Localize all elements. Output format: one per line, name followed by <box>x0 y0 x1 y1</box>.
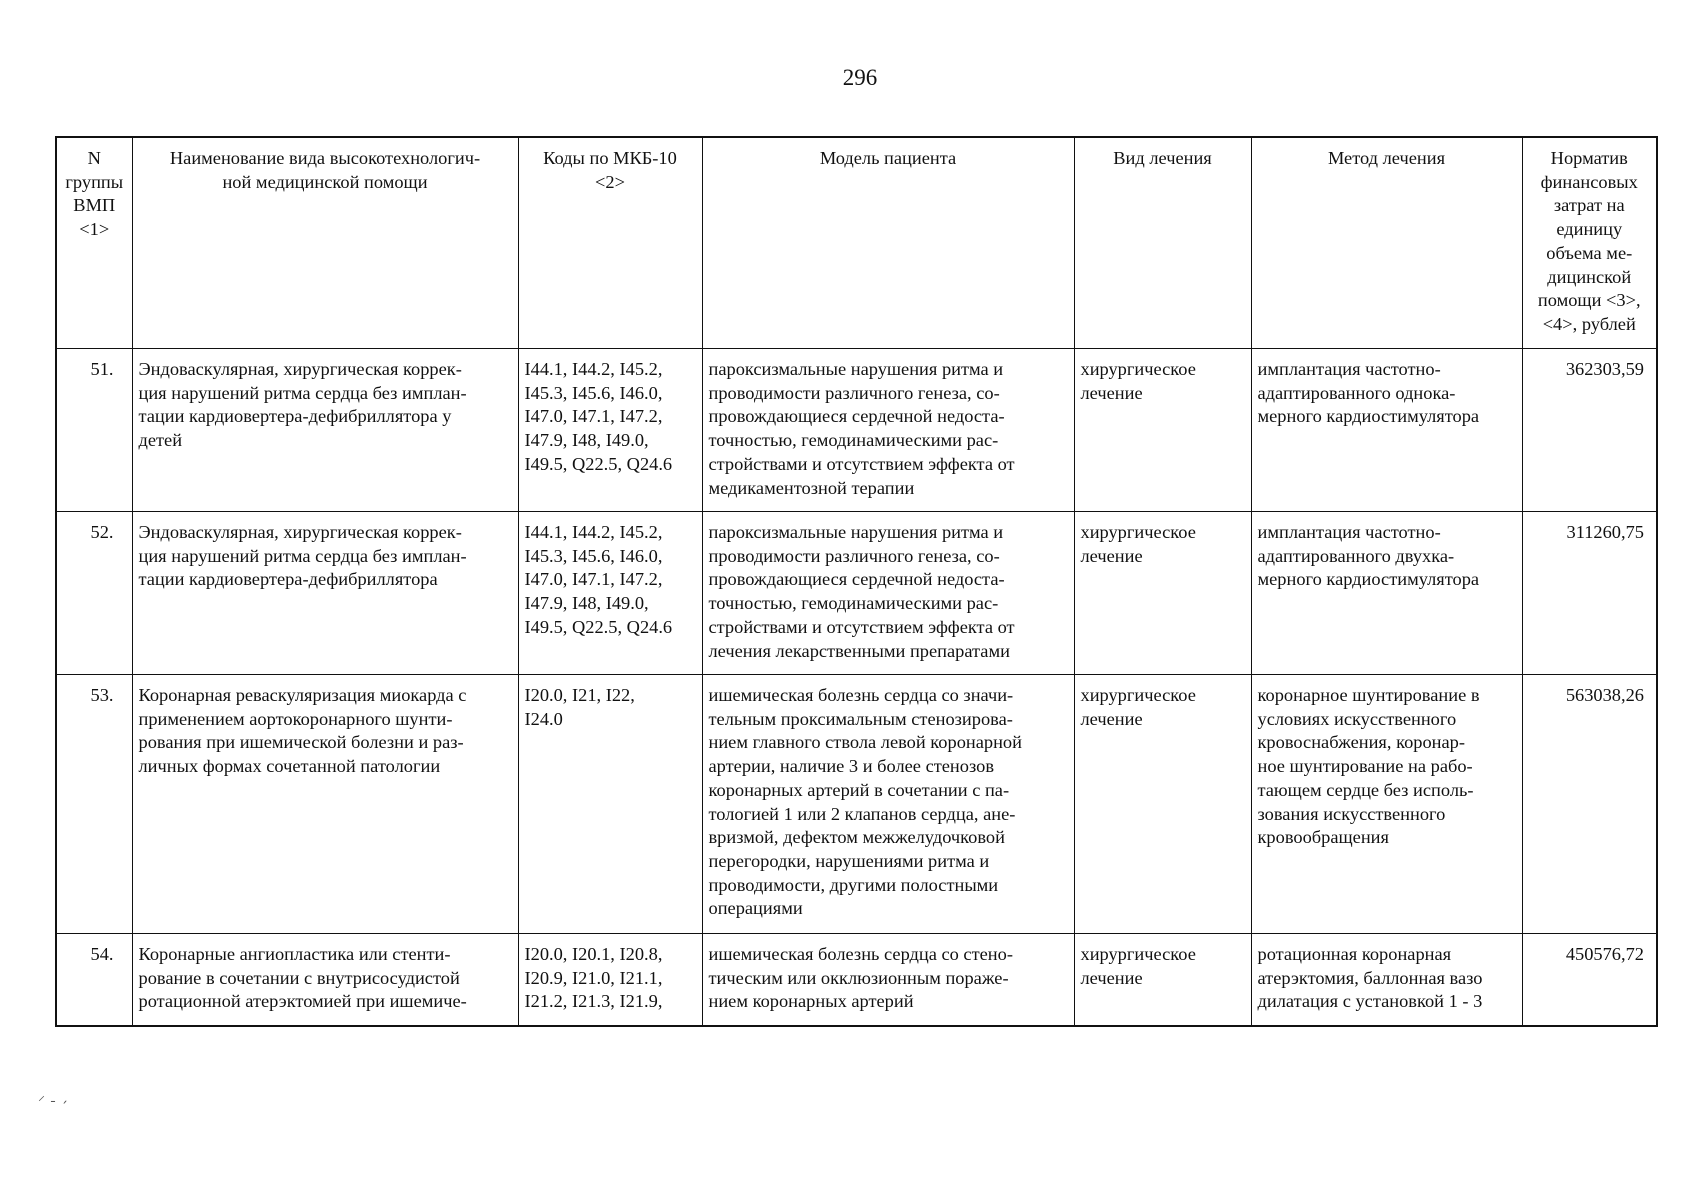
icd-codes-cell: I44.1, I44.2, I45.2, I45.3, I45.6, I46.0, I47.0, I47.1, I47.2, I47.9, I48, I49.0, I49.5, Q22.5, Q24.6 <box>518 349 702 512</box>
vmp-table <box>55 136 1658 1027</box>
patient-model-cell: ишемическая болезнь сердца со значи- тельным проксимальным стенозирова- нием главного ствола левой коронарной артерии, наличие 3 и более стенозов коронарных артерий в сочетании с па- тологией 1 или 2 клапанов сердца, ане- вризмой, дефектом межжелудочковой перегородки, нарушениями ритма и проводимости, другими полостными операциями <box>702 675 1074 934</box>
treatment-method-cell: ротационная коронарная атерэктомия, баллонная вазо дилатация с установкой 1 - 3 <box>1251 934 1522 1027</box>
cost-cell: 450576,72 <box>1522 934 1657 1027</box>
patient-model-cell: пароксизмальные нарушения ритма и проводимости различного генеза, со- провождающиеся сердечной недоста- точностью, гемодинамическими рас- стройствами и отсутствием эффекта от лечения лекарственными препаратами <box>702 512 1074 675</box>
care-name-cell: Эндоваскулярная, хирургическая коррек- ция нарушений ритма сердца без имплан- тации кардиовертера-дефибриллятора <box>132 512 518 675</box>
treatment-type-cell: хирургическое лечение <box>1074 675 1251 934</box>
group-number-cell: 54. <box>56 934 132 1027</box>
group-number-cell: 51. <box>56 349 132 512</box>
treatment-method-cell: имплантация частотно- адаптированного двухка- мерного кардиостимулятора <box>1251 512 1522 675</box>
cost-cell: 563038,26 <box>1522 675 1657 934</box>
header-patient-model: Модель пациента <box>702 137 1074 349</box>
header-treatment-method: Метод лечения <box>1251 137 1522 349</box>
treatment-type-cell: хирургическое лечение <box>1074 934 1251 1027</box>
care-name-cell: Коронарная реваскуляризация миокарда с применением аортокоронарного шунти- рования при ишемической болезни и раз- личных формах сочетанной патологии <box>132 675 518 934</box>
treatment-type-cell: хирургическое лечение <box>1074 512 1251 675</box>
table-row <box>56 349 1657 512</box>
patient-model-cell: пароксизмальные нарушения ритма и проводимости различного генеза, со- провождающиеся сердечной недоста- точностью, гемодинамическими рас- стройствами и отсутствием эффекта от медикаментозной терапии <box>702 349 1074 512</box>
patient-model-cell: ишемическая болезнь сердца со стено- тическим или окклюзионным пораже- нием коронарных артерий <box>702 934 1074 1027</box>
icd-codes-cell: I20.0, I21, I22, I24.0 <box>518 675 702 934</box>
icd-codes-cell: I20.0, I20.1, I20.8, I20.9, I21.0, I21.1, I21.2, I21.3, I21.9, <box>518 934 702 1027</box>
header-care-name: Наименование вида высокотехнологич- ной медицинской помощи <box>132 137 518 349</box>
group-number-cell: 52. <box>56 512 132 675</box>
page-number: 296 <box>842 65 878 90</box>
care-name-cell: Коронарные ангиопластика или стенти- рование в сочетании с внутрисосудистой ротационной атерэктомией при ишемиче- <box>132 934 518 1027</box>
header-cost-standard: Норматив финансовых затрат на единицу объема ме- дицинской помощи <3>, <4>, рублей <box>1522 137 1657 349</box>
treatment-method-cell: коронарное шунтирование в условиях искусственного кровоснабжения, коронар- ное шунтирование на рабо- тающем сердце без исполь- зования искусственного кровообращения <box>1251 675 1522 934</box>
header-treatment-type: Вид лечения <box>1074 137 1251 349</box>
care-name-cell: Эндоваскулярная, хирургическая коррек- ция нарушений ритма сердца без имплан- тации кардиовертера-дефибриллятора у детей <box>132 349 518 512</box>
table-row <box>56 512 1657 675</box>
table-row <box>56 934 1657 1027</box>
treatment-type-cell: хирургическое лечение <box>1074 349 1251 512</box>
header-icd-codes: Коды по МКБ-10 <2> <box>518 137 702 349</box>
cost-cell: 362303,59 <box>1522 349 1657 512</box>
scan-speck: ⸝ ˍ ˏ <box>38 1088 68 1104</box>
table-header-row <box>56 137 1657 349</box>
group-number-cell: 53. <box>56 675 132 934</box>
header-group-number: N группы ВМП <1> <box>56 137 132 349</box>
table-row <box>56 675 1657 934</box>
icd-codes-cell: I44.1, I44.2, I45.2, I45.3, I45.6, I46.0, I47.0, I47.1, I47.2, I47.9, I48, I49.0, I49.5, Q22.5, Q24.6 <box>518 512 702 675</box>
cost-cell: 311260,75 <box>1522 512 1657 675</box>
treatment-method-cell: имплантация частотно- адаптированного однока- мерного кардиостимулятора <box>1251 349 1522 512</box>
